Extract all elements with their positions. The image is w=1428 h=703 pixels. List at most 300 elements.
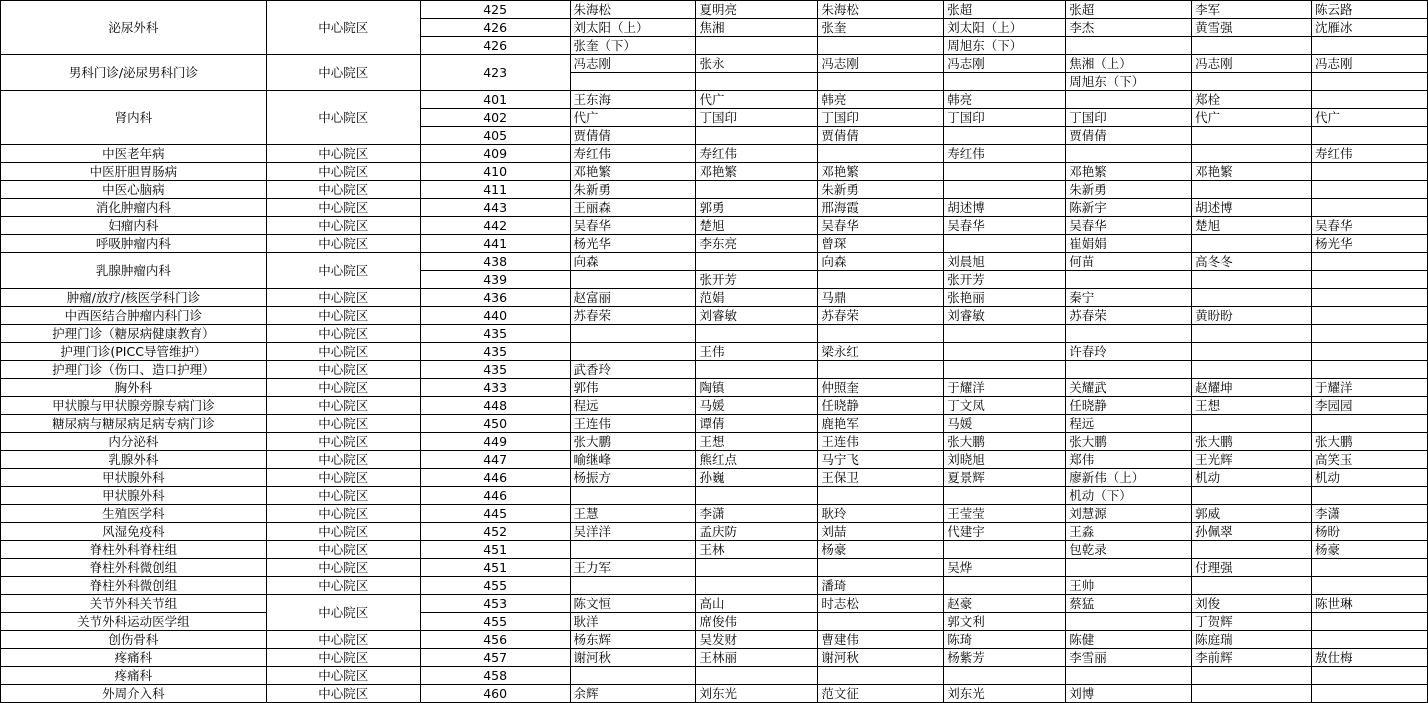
campus-cell[interactable]: 中心院区 <box>266 1 420 55</box>
doctor-cell[interactable]: 席俊伟 <box>696 613 818 631</box>
doctor-cell[interactable]: 寿红伟 <box>944 145 1066 163</box>
room-number-cell[interactable]: 426 <box>420 37 570 55</box>
doctor-cell[interactable]: 楚旭 <box>1192 217 1312 235</box>
doctor-cell[interactable]: 刘睿敏 <box>944 307 1066 325</box>
room-number-cell[interactable]: 455 <box>420 577 570 595</box>
doctor-cell[interactable] <box>1066 37 1192 55</box>
campus-cell[interactable]: 中心院区 <box>266 649 420 667</box>
doctor-cell[interactable]: 邢海霞 <box>818 199 944 217</box>
department-cell[interactable]: 脊柱外科微创组 <box>1 559 267 577</box>
doctor-cell[interactable]: 郭威 <box>1192 505 1312 523</box>
room-number-cell[interactable]: 460 <box>420 685 570 703</box>
doctor-cell[interactable]: 张奎 <box>818 19 944 37</box>
doctor-cell[interactable]: 向森 <box>570 253 696 271</box>
doctor-cell[interactable] <box>1312 685 1428 703</box>
doctor-cell[interactable]: 于耀洋 <box>1312 379 1428 397</box>
doctor-cell[interactable]: 郑栓 <box>1192 91 1312 109</box>
room-number-cell[interactable]: 426 <box>420 19 570 37</box>
doctor-cell[interactable]: 苏春荣 <box>570 307 696 325</box>
room-number-cell[interactable]: 456 <box>420 631 570 649</box>
department-cell[interactable]: 甲状腺外科 <box>1 469 267 487</box>
doctor-cell[interactable] <box>944 577 1066 595</box>
doctor-cell[interactable] <box>1312 307 1428 325</box>
doctor-cell[interactable] <box>818 361 944 379</box>
doctor-cell[interactable]: 丁贺辉 <box>1192 613 1312 631</box>
doctor-cell[interactable]: 苏春荣 <box>1066 307 1192 325</box>
doctor-cell[interactable]: 高冬冬 <box>1192 253 1312 271</box>
doctor-cell[interactable]: 张永 <box>696 55 818 73</box>
doctor-cell[interactable]: 韩亮 <box>818 91 944 109</box>
department-cell[interactable]: 中医心脑病 <box>1 181 267 199</box>
department-cell[interactable]: 风湿免疫科 <box>1 523 267 541</box>
doctor-cell[interactable] <box>944 235 1066 253</box>
doctor-cell[interactable] <box>1312 181 1428 199</box>
room-number-cell[interactable]: 445 <box>420 505 570 523</box>
doctor-cell[interactable] <box>1312 325 1428 343</box>
doctor-cell[interactable] <box>818 325 944 343</box>
room-number-cell[interactable]: 451 <box>420 541 570 559</box>
doctor-cell[interactable]: 赵富丽 <box>570 289 696 307</box>
doctor-cell[interactable]: 楚旭 <box>696 217 818 235</box>
doctor-cell[interactable] <box>818 559 944 577</box>
doctor-cell[interactable] <box>944 487 1066 505</box>
doctor-cell[interactable]: 秦宁 <box>1066 289 1192 307</box>
doctor-cell[interactable]: 冯志刚 <box>1192 55 1312 73</box>
doctor-cell[interactable]: 杨豪 <box>818 541 944 559</box>
doctor-cell[interactable]: 熊红点 <box>696 451 818 469</box>
doctor-cell[interactable] <box>1066 361 1192 379</box>
doctor-cell[interactable]: 郭伟 <box>570 379 696 397</box>
department-cell[interactable]: 中医老年病 <box>1 145 267 163</box>
doctor-cell[interactable]: 韩亮 <box>944 91 1066 109</box>
department-cell[interactable]: 外周介入科 <box>1 685 267 703</box>
doctor-cell[interactable] <box>1192 37 1312 55</box>
campus-cell[interactable]: 中心院区 <box>266 91 420 145</box>
department-cell[interactable]: 乳腺外科 <box>1 451 267 469</box>
department-cell[interactable]: 妇瘤内科 <box>1 217 267 235</box>
room-number-cell[interactable]: 438 <box>420 253 570 271</box>
doctor-cell[interactable]: 马鼎 <box>818 289 944 307</box>
doctor-cell[interactable] <box>696 361 818 379</box>
doctor-cell[interactable]: 刘晓旭 <box>944 451 1066 469</box>
campus-cell[interactable]: 中心院区 <box>266 685 420 703</box>
doctor-cell[interactable]: 郭勇 <box>696 199 818 217</box>
doctor-cell[interactable]: 余辉 <box>570 685 696 703</box>
room-number-cell[interactable]: 436 <box>420 289 570 307</box>
doctor-cell[interactable]: 程远 <box>1066 415 1192 433</box>
doctor-cell[interactable] <box>944 73 1066 91</box>
doctor-cell[interactable] <box>1192 667 1312 685</box>
doctor-cell[interactable]: 冯志刚 <box>1312 55 1428 73</box>
doctor-cell[interactable]: 张开芳 <box>944 271 1066 289</box>
doctor-cell[interactable]: 高山 <box>696 595 818 613</box>
doctor-cell[interactable] <box>1192 145 1312 163</box>
doctor-cell[interactable] <box>1312 487 1428 505</box>
doctor-cell[interactable] <box>944 325 1066 343</box>
doctor-cell[interactable]: 孙巍 <box>696 469 818 487</box>
department-cell[interactable]: 糖尿病与糖尿病足病专病门诊 <box>1 415 267 433</box>
room-number-cell[interactable]: 441 <box>420 235 570 253</box>
room-number-cell[interactable]: 442 <box>420 217 570 235</box>
doctor-cell[interactable]: 王东海 <box>570 91 696 109</box>
department-cell[interactable]: 护理门诊(PICC导管维护） <box>1 343 267 361</box>
room-number-cell[interactable]: 411 <box>420 181 570 199</box>
doctor-cell[interactable]: 张大鹏 <box>944 433 1066 451</box>
doctor-cell[interactable]: 马媛 <box>944 415 1066 433</box>
doctor-cell[interactable]: 王莹莹 <box>944 505 1066 523</box>
doctor-cell[interactable]: 邓艳繁 <box>570 163 696 181</box>
doctor-cell[interactable]: 孙佩翠 <box>1192 523 1312 541</box>
doctor-cell[interactable]: 代广 <box>1192 109 1312 127</box>
doctor-cell[interactable] <box>1066 559 1192 577</box>
doctor-cell[interactable] <box>1312 415 1428 433</box>
campus-cell[interactable]: 中心院区 <box>266 199 420 217</box>
department-cell[interactable]: 消化肿瘤内科 <box>1 199 267 217</box>
doctor-cell[interactable]: 王想 <box>1192 397 1312 415</box>
doctor-cell[interactable]: 吴春华 <box>818 217 944 235</box>
doctor-cell[interactable] <box>944 181 1066 199</box>
department-cell[interactable]: 关节外科关节组 <box>1 595 267 613</box>
doctor-cell[interactable]: 刘睿敏 <box>696 307 818 325</box>
doctor-cell[interactable]: 王伟 <box>696 343 818 361</box>
doctor-cell[interactable]: 刘东光 <box>944 685 1066 703</box>
department-cell[interactable]: 疼痛科 <box>1 667 267 685</box>
campus-cell[interactable]: 中心院区 <box>266 235 420 253</box>
doctor-cell[interactable]: 吴春华 <box>944 217 1066 235</box>
room-number-cell[interactable]: 446 <box>420 487 570 505</box>
doctor-cell[interactable]: 张开芳 <box>696 271 818 289</box>
room-number-cell[interactable]: 423 <box>420 55 570 91</box>
doctor-cell[interactable]: 任晓静 <box>818 397 944 415</box>
room-number-cell[interactable]: 450 <box>420 415 570 433</box>
doctor-cell[interactable]: 胡述博 <box>1192 199 1312 217</box>
doctor-cell[interactable]: 李杰 <box>1066 19 1192 37</box>
doctor-cell[interactable]: 王力军 <box>570 559 696 577</box>
doctor-cell[interactable]: 李雪丽 <box>1066 649 1192 667</box>
campus-cell[interactable]: 中心院区 <box>266 541 420 559</box>
doctor-cell[interactable] <box>696 181 818 199</box>
doctor-cell[interactable]: 高笑玉 <box>1312 451 1428 469</box>
doctor-cell[interactable]: 刘东光 <box>696 685 818 703</box>
doctor-cell[interactable] <box>570 325 696 343</box>
doctor-cell[interactable]: 朱新勇 <box>1066 181 1192 199</box>
doctor-cell[interactable]: 范文征 <box>818 685 944 703</box>
doctor-cell[interactable]: 曾琛 <box>818 235 944 253</box>
doctor-cell[interactable]: 付理强 <box>1192 559 1312 577</box>
doctor-cell[interactable]: 蔡猛 <box>1066 595 1192 613</box>
doctor-cell[interactable]: 王光辉 <box>1192 451 1312 469</box>
doctor-cell[interactable] <box>818 73 944 91</box>
doctor-cell[interactable]: 李潇 <box>696 505 818 523</box>
campus-cell[interactable]: 中心院区 <box>266 379 420 397</box>
doctor-cell[interactable]: 丁国印 <box>1066 109 1192 127</box>
department-cell[interactable]: 脊柱外科脊柱组 <box>1 541 267 559</box>
campus-cell[interactable]: 中心院区 <box>266 505 420 523</box>
doctor-cell[interactable]: 陈健 <box>1066 631 1192 649</box>
doctor-cell[interactable]: 贾倩倩 <box>1066 127 1192 145</box>
doctor-cell[interactable] <box>696 37 818 55</box>
doctor-cell[interactable]: 陈新宇 <box>1066 199 1192 217</box>
doctor-cell[interactable]: 崔娟娟 <box>1066 235 1192 253</box>
doctor-cell[interactable] <box>818 271 944 289</box>
doctor-cell[interactable]: 赵耀坤 <box>1192 379 1312 397</box>
doctor-cell[interactable]: 陶镇 <box>696 379 818 397</box>
room-number-cell[interactable]: 449 <box>420 433 570 451</box>
doctor-cell[interactable] <box>1312 631 1428 649</box>
doctor-cell[interactable] <box>696 487 818 505</box>
doctor-cell[interactable] <box>1312 127 1428 145</box>
doctor-cell[interactable]: 向森 <box>818 253 944 271</box>
room-number-cell[interactable]: 455 <box>420 613 570 631</box>
doctor-cell[interactable]: 夏景辉 <box>944 469 1066 487</box>
doctor-cell[interactable]: 周旭东（下） <box>944 37 1066 55</box>
room-number-cell[interactable]: 409 <box>420 145 570 163</box>
doctor-cell[interactable] <box>696 667 818 685</box>
doctor-cell[interactable]: 陈文恒 <box>570 595 696 613</box>
doctor-cell[interactable] <box>1312 163 1428 181</box>
doctor-cell[interactable] <box>818 613 944 631</box>
doctor-cell[interactable]: 谢河秋 <box>570 649 696 667</box>
doctor-cell[interactable]: 王林丽 <box>696 649 818 667</box>
room-number-cell[interactable]: 435 <box>420 343 570 361</box>
doctor-cell[interactable]: 孟庆防 <box>696 523 818 541</box>
doctor-cell[interactable]: 丁国印 <box>696 109 818 127</box>
doctor-cell[interactable]: 朱新勇 <box>570 181 696 199</box>
doctor-cell[interactable]: 刘博 <box>1066 685 1192 703</box>
department-cell[interactable]: 胸外科 <box>1 379 267 397</box>
doctor-cell[interactable]: 刘太阳（上） <box>944 19 1066 37</box>
doctor-cell[interactable] <box>1312 289 1428 307</box>
campus-cell[interactable]: 中心院区 <box>266 523 420 541</box>
doctor-cell[interactable]: 冯志刚 <box>570 55 696 73</box>
room-number-cell[interactable]: 440 <box>420 307 570 325</box>
campus-cell[interactable]: 中心院区 <box>266 253 420 289</box>
doctor-cell[interactable]: 马媛 <box>696 397 818 415</box>
doctor-cell[interactable]: 代建宇 <box>944 523 1066 541</box>
doctor-cell[interactable] <box>1312 199 1428 217</box>
room-number-cell[interactable]: 448 <box>420 397 570 415</box>
doctor-cell[interactable]: 王保卫 <box>818 469 944 487</box>
doctor-cell[interactable] <box>570 343 696 361</box>
doctor-cell[interactable] <box>1312 73 1428 91</box>
doctor-cell[interactable] <box>1066 145 1192 163</box>
room-number-cell[interactable]: 458 <box>420 667 570 685</box>
campus-cell[interactable]: 中心院区 <box>266 433 420 451</box>
campus-cell[interactable]: 中心院区 <box>266 469 420 487</box>
doctor-cell[interactable] <box>1192 271 1312 289</box>
department-cell[interactable]: 护理门诊（糖尿病健康教育） <box>1 325 267 343</box>
doctor-cell[interactable]: 代广 <box>696 91 818 109</box>
doctor-cell[interactable]: 吴春华 <box>570 217 696 235</box>
doctor-cell[interactable]: 梁永红 <box>818 343 944 361</box>
doctor-cell[interactable]: 张超 <box>944 1 1066 19</box>
doctor-cell[interactable]: 邓艳繁 <box>696 163 818 181</box>
doctor-cell[interactable]: 仲照奎 <box>818 379 944 397</box>
campus-cell[interactable]: 中心院区 <box>266 307 420 325</box>
campus-cell[interactable]: 中心院区 <box>266 397 420 415</box>
doctor-cell[interactable] <box>1312 343 1428 361</box>
doctor-cell[interactable] <box>570 541 696 559</box>
campus-cell[interactable]: 中心院区 <box>266 163 420 181</box>
doctor-cell[interactable]: 黄雪强 <box>1192 19 1312 37</box>
room-number-cell[interactable]: 446 <box>420 469 570 487</box>
room-number-cell[interactable]: 425 <box>420 1 570 19</box>
campus-cell[interactable]: 中心院区 <box>266 181 420 199</box>
doctor-cell[interactable] <box>1066 271 1192 289</box>
department-cell[interactable]: 创伤骨科 <box>1 631 267 649</box>
doctor-cell[interactable]: 陈世琳 <box>1312 595 1428 613</box>
doctor-cell[interactable] <box>696 325 818 343</box>
room-number-cell[interactable]: 410 <box>420 163 570 181</box>
campus-cell[interactable]: 中心院区 <box>266 217 420 235</box>
campus-cell[interactable]: 中心院区 <box>266 325 420 343</box>
doctor-cell[interactable] <box>1192 343 1312 361</box>
doctor-cell[interactable]: 时志松 <box>818 595 944 613</box>
campus-cell[interactable]: 中心院区 <box>266 343 420 361</box>
doctor-cell[interactable]: 郑伟 <box>1066 451 1192 469</box>
department-cell[interactable]: 甲状腺与甲状腺旁腺专病门诊 <box>1 397 267 415</box>
doctor-cell[interactable] <box>944 361 1066 379</box>
doctor-cell[interactable]: 王连伟 <box>570 415 696 433</box>
doctor-cell[interactable]: 廖新伟（上） <box>1066 469 1192 487</box>
doctor-cell[interactable]: 刘太阳（上） <box>570 19 696 37</box>
doctor-cell[interactable]: 沈雁冰 <box>1312 19 1428 37</box>
doctor-cell[interactable]: 潘琦 <box>818 577 944 595</box>
doctor-cell[interactable] <box>1192 361 1312 379</box>
room-number-cell[interactable]: 435 <box>420 325 570 343</box>
doctor-cell[interactable]: 任晓静 <box>1066 397 1192 415</box>
doctor-cell[interactable]: 陈庭瑞 <box>1192 631 1312 649</box>
doctor-cell[interactable]: 王慧 <box>570 505 696 523</box>
doctor-cell[interactable] <box>1192 685 1312 703</box>
doctor-cell[interactable]: 张艳丽 <box>944 289 1066 307</box>
doctor-cell[interactable]: 谢河秋 <box>818 649 944 667</box>
doctor-cell[interactable]: 张大鹏 <box>1312 433 1428 451</box>
doctor-cell[interactable]: 李园园 <box>1312 397 1428 415</box>
doctor-cell[interactable]: 陈云路 <box>1312 1 1428 19</box>
doctor-cell[interactable] <box>1312 271 1428 289</box>
doctor-cell[interactable] <box>1192 487 1312 505</box>
doctor-cell[interactable]: 王想 <box>696 433 818 451</box>
room-number-cell[interactable]: 435 <box>420 361 570 379</box>
doctor-cell[interactable] <box>1066 91 1192 109</box>
doctor-cell[interactable]: 范娟 <box>696 289 818 307</box>
doctor-cell[interactable]: 李军 <box>1192 1 1312 19</box>
doctor-cell[interactable]: 杨光华 <box>570 235 696 253</box>
doctor-cell[interactable]: 寿红伟 <box>570 145 696 163</box>
doctor-cell[interactable]: 焦湘 <box>696 19 818 37</box>
department-cell[interactable]: 生殖医学科 <box>1 505 267 523</box>
doctor-cell[interactable]: 李前辉 <box>1192 649 1312 667</box>
campus-cell[interactable]: 中心院区 <box>266 451 420 469</box>
doctor-cell[interactable] <box>818 37 944 55</box>
doctor-cell[interactable]: 焦湘（上） <box>1066 55 1192 73</box>
doctor-cell[interactable] <box>1312 613 1428 631</box>
doctor-cell[interactable] <box>570 271 696 289</box>
doctor-cell[interactable]: 朱海松 <box>818 1 944 19</box>
doctor-cell[interactable]: 杨东辉 <box>570 631 696 649</box>
doctor-cell[interactable] <box>1192 325 1312 343</box>
doctor-cell[interactable] <box>1312 577 1428 595</box>
doctor-cell[interactable] <box>818 487 944 505</box>
department-cell[interactable]: 中西医结合肿瘤内科门诊 <box>1 307 267 325</box>
doctor-cell[interactable]: 王连伟 <box>818 433 944 451</box>
department-cell[interactable]: 男科门诊/泌尿男科门诊 <box>1 55 267 91</box>
doctor-cell[interactable] <box>1192 73 1312 91</box>
doctor-cell[interactable] <box>696 559 818 577</box>
department-cell[interactable]: 内分泌科 <box>1 433 267 451</box>
doctor-cell[interactable]: 冯志刚 <box>944 55 1066 73</box>
doctor-cell[interactable] <box>944 541 1066 559</box>
campus-cell[interactable]: 中心院区 <box>266 361 420 379</box>
doctor-cell[interactable]: 张大鹏 <box>570 433 696 451</box>
doctor-cell[interactable]: 寿红伟 <box>1312 145 1428 163</box>
doctor-cell[interactable] <box>1312 91 1428 109</box>
doctor-cell[interactable] <box>1192 415 1312 433</box>
doctor-cell[interactable] <box>1192 235 1312 253</box>
doctor-cell[interactable] <box>1312 667 1428 685</box>
campus-cell[interactable]: 中心院区 <box>266 55 420 91</box>
doctor-cell[interactable]: 程远 <box>570 397 696 415</box>
doctor-cell[interactable]: 敖仕梅 <box>1312 649 1428 667</box>
doctor-cell[interactable]: 武香玲 <box>570 361 696 379</box>
doctor-cell[interactable] <box>944 343 1066 361</box>
doctor-cell[interactable]: 丁国印 <box>818 109 944 127</box>
doctor-cell[interactable]: 张大鹏 <box>1192 433 1312 451</box>
department-cell[interactable]: 肾内科 <box>1 91 267 145</box>
doctor-cell[interactable] <box>1312 361 1428 379</box>
department-cell[interactable]: 脊柱外科微创组 <box>1 577 267 595</box>
doctor-cell[interactable]: 何苗 <box>1066 253 1192 271</box>
department-cell[interactable]: 乳腺肿瘤内科 <box>1 253 267 289</box>
campus-cell[interactable]: 中心院区 <box>266 415 420 433</box>
doctor-cell[interactable] <box>944 667 1066 685</box>
room-number-cell[interactable]: 405 <box>420 127 570 145</box>
doctor-cell[interactable]: 周旭东（下） <box>1066 73 1192 91</box>
doctor-cell[interactable]: 刘慧源 <box>1066 505 1192 523</box>
doctor-cell[interactable]: 赵豪 <box>944 595 1066 613</box>
doctor-cell[interactable]: 郭文利 <box>944 613 1066 631</box>
doctor-cell[interactable] <box>696 577 818 595</box>
doctor-cell[interactable]: 王帅 <box>1066 577 1192 595</box>
doctor-cell[interactable] <box>570 577 696 595</box>
doctor-cell[interactable]: 王林 <box>696 541 818 559</box>
doctor-cell[interactable] <box>1192 577 1312 595</box>
campus-cell[interactable]: 中心院区 <box>266 559 420 577</box>
department-cell[interactable]: 呼吸肿瘤内科 <box>1 235 267 253</box>
doctor-cell[interactable] <box>1312 37 1428 55</box>
doctor-cell[interactable]: 曹建伟 <box>818 631 944 649</box>
doctor-cell[interactable]: 冯志刚 <box>818 55 944 73</box>
doctor-cell[interactable] <box>818 667 944 685</box>
doctor-cell[interactable] <box>696 73 818 91</box>
doctor-cell[interactable]: 喻继峰 <box>570 451 696 469</box>
doctor-cell[interactable]: 李潇 <box>1312 505 1428 523</box>
doctor-cell[interactable] <box>1066 613 1192 631</box>
department-cell[interactable]: 关节外科运动医学组 <box>1 613 267 631</box>
department-cell[interactable]: 护理门诊（伤口、造口护理） <box>1 361 267 379</box>
doctor-cell[interactable]: 关耀武 <box>1066 379 1192 397</box>
doctor-cell[interactable] <box>944 127 1066 145</box>
campus-cell[interactable]: 中心院区 <box>266 145 420 163</box>
room-number-cell[interactable]: 447 <box>420 451 570 469</box>
campus-cell[interactable]: 中心院区 <box>266 577 420 595</box>
doctor-cell[interactable]: 陈琦 <box>944 631 1066 649</box>
doctor-cell[interactable] <box>570 487 696 505</box>
doctor-cell[interactable] <box>570 667 696 685</box>
doctor-cell[interactable] <box>1192 541 1312 559</box>
doctor-cell[interactable]: 王淼 <box>1066 523 1192 541</box>
